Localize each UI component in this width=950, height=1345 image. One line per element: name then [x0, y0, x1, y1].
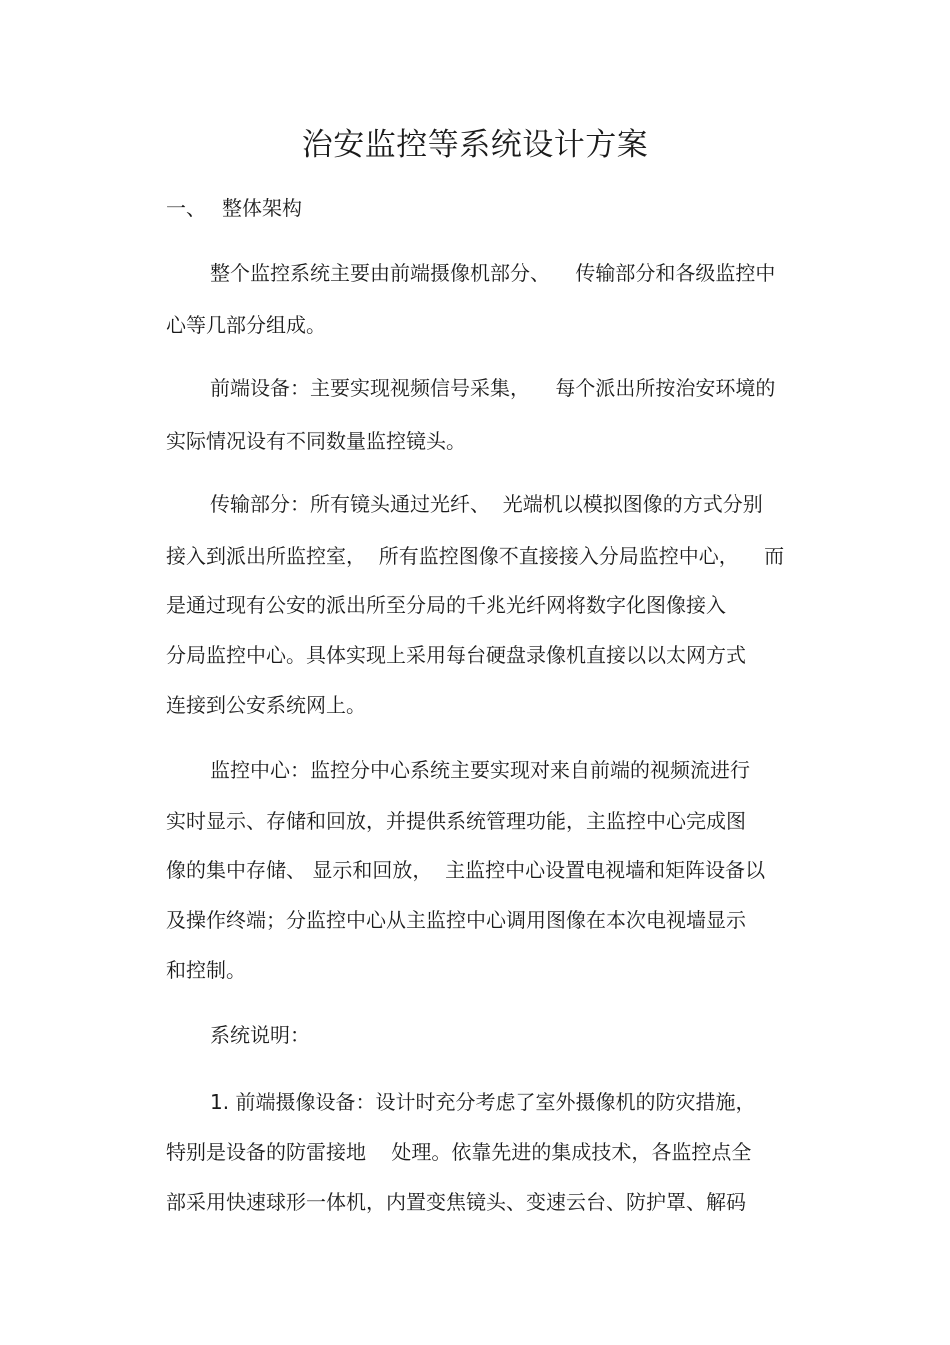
- section-heading: [166, 193, 302, 223]
- paragraph-line: 分局监控中心。具体实现上采用每台硬盘录像机直接以以太网方式: [166, 643, 746, 667]
- list-item-line: 1. 前端摄像设备：设计时充分考虑了室外摄像机的防灾措施，: [210, 1090, 756, 1114]
- paragraph-line: 心等几部分组成。: [166, 313, 326, 337]
- paragraph-line: 整个监控系统主要由前端摄像机部分、 传输部分和各级监控中: [210, 261, 776, 285]
- paragraph-line: 实际情况设有不同数量监控镜头。: [166, 429, 466, 453]
- paragraph-line: 连接到公安系统网上。: [166, 693, 366, 717]
- paragraph-line: 实时显示、存储和回放，并提供系统管理功能，主监控中心完成图: [166, 809, 746, 833]
- paragraph-line: 和控制。: [166, 958, 246, 982]
- paragraph-line: 监控中心：监控分中心系统主要实现对来自前端的视频流进行: [210, 758, 750, 782]
- list-item-line: 部采用快速球形一体机，内置变焦镜头、变速云台、防护罩、解码: [166, 1190, 746, 1214]
- list-item-line: 特别是设备的防雷接地 处理。依靠先进的集成技术，各监控点全: [166, 1140, 752, 1164]
- paragraph-line: 前端设备：主要实现视频信号采集， 每个派出所按治安环境的: [210, 376, 776, 400]
- system-note-label: 系统说明：: [210, 1023, 310, 1047]
- paragraph-line: 像的集中存储、 显示和回放， 主监控中心设置电视墙和矩阵设备以: [166, 858, 766, 882]
- section-number: 一、: [166, 196, 206, 220]
- document-title: 治安监控等系统设计方案: [301, 127, 649, 163]
- paragraph-line: 是通过现有公安的派出所至分局的千兆光纤网将数字化图像接入: [166, 593, 726, 617]
- section-title: 整体架构: [222, 196, 302, 220]
- paragraph-line: 传输部分：所有镜头通过光纤、 光端机以模拟图像的方式分别: [210, 492, 763, 516]
- paragraph-line: 及操作终端；分监控中心从主监控中心调用图像在本次电视墙显示: [166, 908, 746, 932]
- paragraph-line: 接入到派出所监控室， 所有监控图像不直接接入分局监控中心， 而: [166, 544, 785, 568]
